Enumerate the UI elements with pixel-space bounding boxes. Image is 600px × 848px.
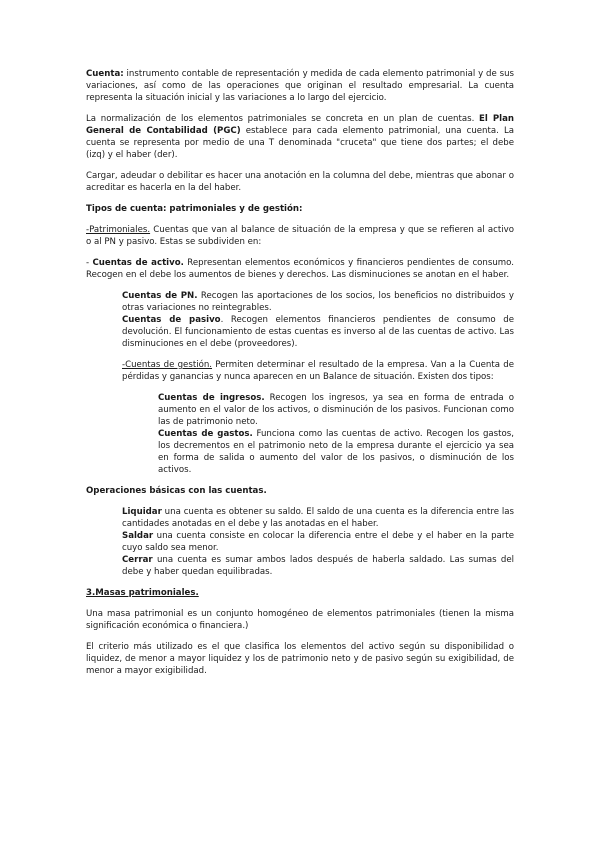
cargar-paragraph: Cargar, adeudar o debilitar es hacer una anotación en la columna del debe, mientras que abonar o acreditar es hacerla en la del haber. <box>86 171 514 193</box>
operaciones-heading: Operaciones básicas con las cuentas. <box>86 486 267 496</box>
activo-term: Cuentas de activo. <box>92 258 184 268</box>
cerrar-term: Cerrar <box>122 555 153 565</box>
saldar-term: Saldar <box>122 531 154 541</box>
pgc-term: El Plan General de Contabilidad (PGC) <box>86 114 514 136</box>
pasivo-paragraph: Cuentas de pasivo. Recogen elementos financieros pendientes de consumo de devolución. El funcionamiento de estas cuentas es inverso al de las cuentas de activo. Las disminuciones en el debe (proveedores). <box>122 315 514 349</box>
pasivo-term: Cuentas de pasivo <box>122 315 221 325</box>
document-page <box>86 68 514 677</box>
pn-term: Cuentas de PN. <box>122 291 198 301</box>
liquidar-paragraph: Liquidar una cuenta es obtener su saldo. El saldo de una cuenta es la diferencia entre las cantidades anotadas en el debe y las anotadas en el haber. <box>122 507 514 529</box>
gestion-paragraph: -Cuentas de gestión. Permiten determinar el resultado de la empresa. Van a la Cuenta de pérdidas y ganancias y nunca aparecen en un Balance de situación. Existen dos tipos: <box>122 360 514 382</box>
tipos-heading: Tipos de cuenta: patrimoniales y de gestión: <box>86 204 303 214</box>
masa-definition: Una masa patrimonial es un conjunto homogéneo de elementos patrimoniales (tienen la misma significación económica o financiera.) <box>86 609 514 631</box>
saldar-paragraph: Saldar una cuenta consiste en colocar la diferencia entre el debe y el haber en la parte cuyo saldo sea menor. <box>122 531 514 553</box>
gestion-term: -Cuentas de gestión. <box>122 360 213 370</box>
masas-heading: 3.Masas patrimoniales. <box>86 588 199 598</box>
gastos-paragraph: Cuentas de gastos. Funciona como las cuentas de activo. Recogen los gastos, los decrementos en el patrimonio neto de la empresa durante el ejercicio ya sea en forma de salida o aumento del valor de los pasivos, o disminución de los activos. <box>158 429 514 475</box>
liquidar-term: Liquidar <box>122 507 162 517</box>
pn-paragraph: Cuentas de PN. Recogen las aportaciones de los socios, los beneficios no distribuidos y otras variaciones no reintegrables. <box>122 291 514 313</box>
cuenta-term: Cuenta: <box>86 69 124 79</box>
ingresos-term: Cuentas de ingresos. <box>158 393 265 403</box>
cerrar-paragraph: Cerrar una cuenta es sumar ambos lados después de haberla saldado. Las sumas del debe y haber quedan equilibradas. <box>122 555 514 577</box>
ingresos-paragraph: Cuentas de ingresos. Recogen los ingresos, ya sea en forma de entrada o aumento en el valor de los activos, o disminución de los pasivos. Funcionan como las de patrimonio neto. <box>158 393 514 427</box>
activo-paragraph: - Cuentas de activo. Representan elementos económicos y financieros pendientes de consumo. Recogen en el debe los aumentos de bienes y derechos. Las disminuciones se anotan en el haber. <box>86 258 515 280</box>
criterio-paragraph: El criterio más utilizado es el que clasifica los elementos del activo según su disponibilidad o liquidez, de menor a mayor liquidez y los de patrimonio neto y de pasivo según su exigibilidad, de menor a mayor exigibilidad. <box>86 642 514 676</box>
patrimoniales-paragraph: -Patrimoniales. Cuentas que van al balance de situación de la empresa y que se refieren al activo o al PN y pasivo. Estas se subdividen en: <box>86 225 514 247</box>
patrimoniales-term: -Patrimoniales. <box>86 225 151 235</box>
gastos-term: Cuentas de gastos. <box>158 429 253 439</box>
cuenta-definition: Cuenta: instrumento contable de representación y medida de cada elemento patrimonial y de sus variaciones, así como de las operaciones que originan el resultado empresarial. La cuenta representa la situación inicial y las variaciones a lo largo del ejercicio. <box>86 69 514 103</box>
normalizacion-paragraph: La normalización de los elementos patrimoniales se concreta en un plan de cuentas. El Plan General de Contabilidad (PGC) establece para cada elemento patrimonial, una cuenta. La cuenta se representa por medio de una T denominada "cruceta" que tiene dos partes; el debe (izq) y el haber (der). <box>86 114 514 160</box>
